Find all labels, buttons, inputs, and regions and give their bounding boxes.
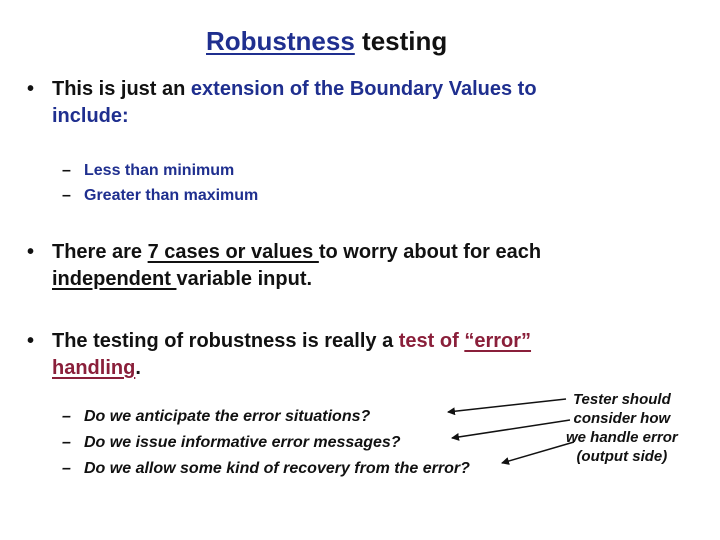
sub-item-less-than-minimum: Less than minimum — [84, 162, 235, 179]
bullet-3-highlight-2: handling — [52, 357, 136, 379]
bullet-3-quote: “error” — [464, 330, 532, 352]
sub-item-greater-than-maximum: Greater than maximum — [84, 187, 259, 204]
tester-note-line-2: consider how — [573, 410, 671, 427]
bullet-3-marker: • — [27, 330, 35, 352]
arrow-to-informative — [452, 420, 570, 438]
bullet-2-marker: • — [27, 241, 35, 263]
tester-note-line-3: we handle error — [566, 429, 678, 446]
bullet-1-line-2: include: — [52, 105, 129, 127]
arrow-to-anticipate — [448, 399, 566, 412]
bullet-1-prefix: This is just an — [52, 78, 191, 100]
arrow-to-recovery — [502, 442, 574, 463]
bullet-3-suffix: . — [135, 357, 141, 379]
sub-item-dash: – — [62, 434, 71, 451]
bullet-2-underline: 7 cases or values — [147, 241, 319, 263]
bullet-2-underline-2: independent — [52, 268, 177, 290]
bullet-1-marker: • — [27, 78, 35, 100]
sub-item-recovery: Do we allow some kind of recovery from the error? — [84, 460, 470, 477]
sub-item-dash: – — [62, 162, 71, 179]
bullet-3-highlight: test of — [398, 330, 465, 352]
sub-item-informative: Do we issue informative error messages? — [84, 434, 401, 451]
tester-note-line-4: (output side) — [576, 448, 668, 465]
title-emphasis: Robustness — [206, 26, 355, 56]
tester-note-line-1: Tester should — [572, 391, 671, 408]
sub-item-dash: – — [62, 187, 71, 204]
bullet-2-suffix: to worry about for each — [318, 241, 542, 263]
sub-item-dash: – — [62, 408, 71, 425]
title-rest: testing — [354, 26, 448, 56]
bullet-2-suffix-2: variable input. — [176, 268, 313, 290]
bullet-1-highlight: extension of the Boundary Values to — [190, 78, 537, 100]
sub-item-dash: – — [62, 460, 71, 477]
bullet-3-prefix: The testing of robustness is really a — [52, 330, 399, 352]
sub-item-anticipate: Do we anticipate the error situations? — [84, 408, 371, 425]
bullet-2-prefix: There are — [52, 241, 148, 263]
